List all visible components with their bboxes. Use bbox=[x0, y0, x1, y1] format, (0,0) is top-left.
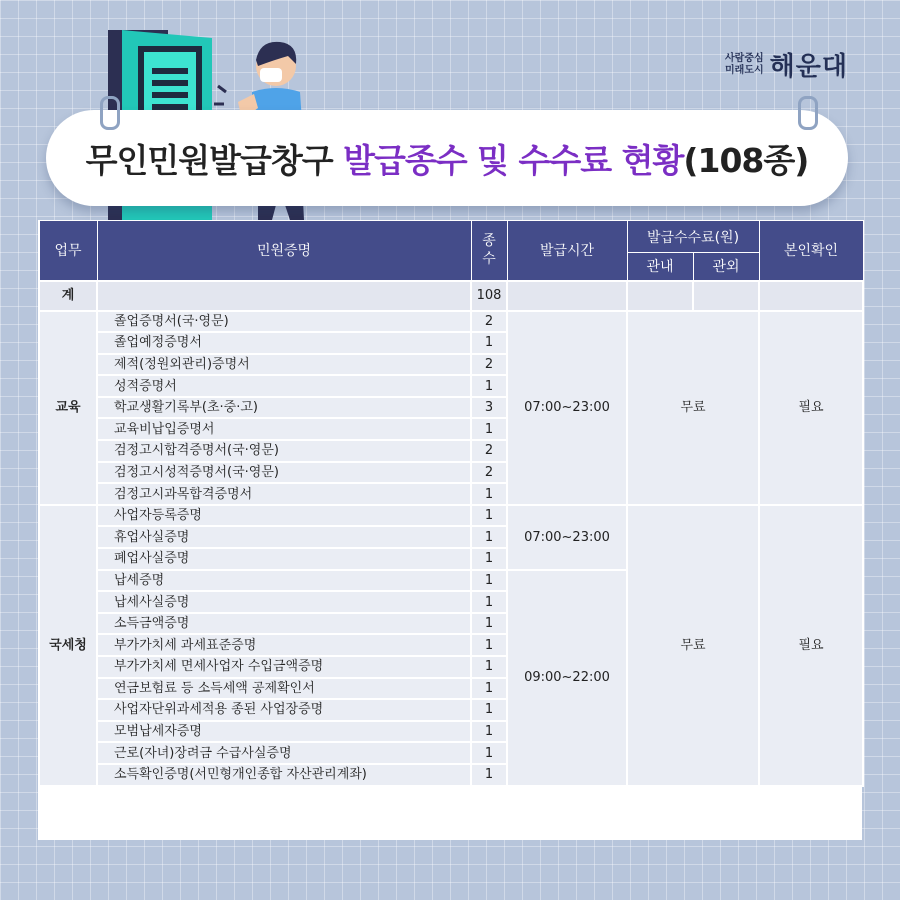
document-count: 2 bbox=[471, 440, 507, 462]
document-name: 부가가치세 면세사업자 수입금액증명 bbox=[97, 656, 471, 678]
document-count: 1 bbox=[471, 591, 507, 613]
total-count: 108 bbox=[471, 281, 507, 311]
title-banner bbox=[46, 110, 848, 206]
document-name: 교육비납입증명서 bbox=[97, 418, 471, 440]
tax-id-check: 필요 bbox=[759, 505, 863, 786]
document-name: 납세증명 bbox=[97, 570, 471, 592]
table-row bbox=[39, 505, 863, 527]
document-count: 1 bbox=[471, 332, 507, 354]
document-name: 소득확인증명(서민형개인종합 자산관리계좌) bbox=[97, 764, 471, 786]
tax-time-1: 07:00~23:00 bbox=[507, 505, 627, 570]
total-label: 계 bbox=[39, 281, 97, 311]
document-count: 1 bbox=[471, 699, 507, 721]
document-name: 검정고시성적증명서(국·영문) bbox=[97, 462, 471, 484]
document-count: 1 bbox=[471, 526, 507, 548]
category-education: 교육 bbox=[39, 311, 97, 505]
document-name: 납세사실증명 bbox=[97, 591, 471, 613]
header-id-check: 본인확인 bbox=[759, 221, 863, 281]
document-count: 2 bbox=[471, 354, 507, 376]
document-name: 휴업사실증명 bbox=[97, 526, 471, 548]
document-name: 사업자단위과세적용 종된 사업장증명 bbox=[97, 699, 471, 721]
document-name: 성적증명서 bbox=[97, 375, 471, 397]
document-name: 검정고시과목합격증명서 bbox=[97, 483, 471, 505]
document-count: 1 bbox=[471, 483, 507, 505]
document-count: 1 bbox=[471, 505, 507, 527]
document-count: 1 bbox=[471, 548, 507, 570]
document-count: 1 bbox=[471, 375, 507, 397]
header-fee: 발급수수료(원) bbox=[627, 221, 759, 253]
document-count: 1 bbox=[471, 742, 507, 764]
document-count: 1 bbox=[471, 613, 507, 635]
document-name: 사업자등록증명 bbox=[97, 505, 471, 527]
document-count: 1 bbox=[471, 721, 507, 743]
document-name: 연금보험료 등 소득세액 공제확인서 bbox=[97, 678, 471, 700]
document-name: 졸업예정증명서 bbox=[97, 332, 471, 354]
header-time: 발급시간 bbox=[507, 221, 627, 281]
document-count: 1 bbox=[471, 418, 507, 440]
haeundae-logo bbox=[725, 46, 848, 83]
document-name: 소득금액증명 bbox=[97, 613, 471, 635]
document-name: 제적(정원외관리)증명서 bbox=[97, 354, 471, 376]
tax-time-2: 09:00~22:00 bbox=[507, 570, 627, 786]
document-count: 2 bbox=[471, 311, 507, 333]
education-time: 07:00~23:00 bbox=[507, 311, 627, 505]
header-category: 업무 bbox=[39, 221, 97, 281]
document-name: 학교생활기록부(초·중·고) bbox=[97, 397, 471, 419]
document-count: 1 bbox=[471, 656, 507, 678]
document-name: 부가가치세 과세표준증명 bbox=[97, 634, 471, 656]
document-count: 1 bbox=[471, 678, 507, 700]
total-row bbox=[39, 281, 863, 311]
header-count: 종 수 bbox=[471, 221, 507, 281]
document-count: 3 bbox=[471, 397, 507, 419]
document-name: 검정고시합격증명서(국·영문) bbox=[97, 440, 471, 462]
education-id-check: 필요 bbox=[759, 311, 863, 505]
brand-name: 해운대 bbox=[769, 52, 848, 82]
document-count: 1 bbox=[471, 570, 507, 592]
table-body bbox=[39, 281, 863, 786]
header-fee-out: 관외 bbox=[693, 253, 759, 281]
header-fee-in: 관내 bbox=[627, 253, 693, 281]
issuance-table bbox=[38, 220, 864, 787]
page-title: 무인민원발급창구 발급종수 및 수수료 현황 (108종) bbox=[85, 140, 809, 180]
document-count: 1 bbox=[471, 764, 507, 786]
education-fee: 무료 bbox=[627, 311, 759, 505]
brand-slogan: 사람중심 미래도시 bbox=[725, 52, 764, 76]
document-name: 모범납세자증명 bbox=[97, 721, 471, 743]
tax-fee: 무료 bbox=[627, 505, 759, 786]
document-name: 폐업사실증명 bbox=[97, 548, 471, 570]
table-row bbox=[39, 311, 863, 333]
document-count: 1 bbox=[471, 634, 507, 656]
document-name: 근로(자녀)장려금 수급사실증명 bbox=[97, 742, 471, 764]
category-tax: 국세청 bbox=[39, 505, 97, 786]
document-name: 졸업증명서(국·영문) bbox=[97, 311, 471, 333]
header-document: 민원증명 bbox=[97, 221, 471, 281]
document-count: 2 bbox=[471, 462, 507, 484]
